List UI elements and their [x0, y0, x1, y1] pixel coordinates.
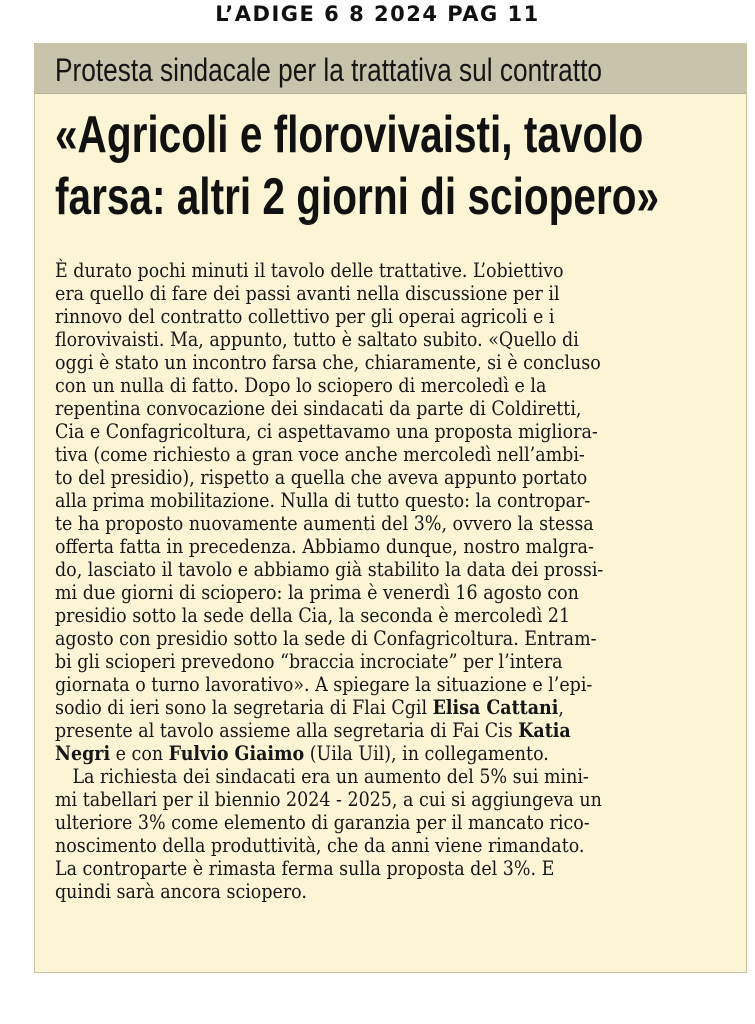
body-line: La controparte è rimasta ferma sulla proposta del 3%. E: [55, 856, 555, 880]
article-body: [55, 259, 727, 903]
body-line: agosto con presidio sotto la sede di Confagricoltura. Entram-: [55, 626, 597, 650]
body-line: tiva (come richiesto a gran voce anche mercoledì nell’ambi-: [55, 442, 585, 466]
article-clipping: [34, 43, 747, 973]
headline: [55, 104, 735, 228]
body-line: te ha proposto nuovamente aumenti del 3%, ovvero la stessa: [55, 511, 594, 535]
body-line: offerta fatta in precedenza. Abbiamo dunque, nostro malgra-: [55, 534, 594, 558]
headline-line: farsa: altri 2 giorni di sciopero»: [55, 168, 660, 226]
body-line: do, lasciato il tavolo e abbiamo già stabilito la data dei prossi-: [55, 557, 604, 581]
body-line: alla prima mobilitazione. Nulla di tutto questo: la contropar-: [55, 488, 591, 512]
body-text: (Uila Uil), in collegamento.: [304, 741, 549, 765]
body-line: [55, 719, 642, 742]
body-text: sodio di ieri sono la segretaria di Flai Cgil: [55, 695, 433, 719]
body-line: bi gli scioperi prevedono “braccia incrociate” per l’intera: [55, 649, 563, 673]
body-line: È durato pochi minuti il tavolo delle trattative. L’obiettivo: [55, 258, 564, 282]
kicker-text: Protesta sindacale per la trattativa sul contratto: [55, 52, 602, 88]
body-line: Cia e Confagricoltura, ci aspettavamo una proposta migliora-: [55, 419, 598, 443]
person-name-fulvio-giaimo: Fulvio Giaimo: [168, 741, 305, 765]
source-line: L’ADIGE 6 8 2024 PAG 11: [215, 2, 540, 26]
body-line: oggi è stato un incontro farsa che, chiaramente, si è concluso: [55, 350, 601, 374]
body-line: mi tabellari per il biennio 2024 - 2025, a cui si aggiungeva un: [55, 787, 602, 811]
body-line: giornata o turno lavorativo». A spiegare la situazione e l’epi-: [55, 672, 593, 696]
body-line: ulteriore 3% come elemento di garanzia per il mancato rico-: [55, 810, 590, 834]
body-line: [55, 696, 642, 719]
body-line: presidio sotto la sede della Cia, la seconda è mercoledì 21: [55, 603, 571, 627]
person-name-katia-negri-first: Katia: [518, 718, 571, 742]
body-line: era quello di fare dei passi avanti nella discussione per il: [55, 281, 560, 305]
body-line: rinnovo del contratto collettivo per gli operai agricoli e i: [55, 304, 555, 328]
body-line: florovivaisti. Ma, appunto, tutto è saltato subito. «Quello di: [55, 327, 579, 351]
body-text: ,: [558, 695, 564, 719]
body-text: presente al tavolo assieme alla segretaria di Fai Cis: [55, 718, 519, 742]
body-line: con un nulla di fatto. Dopo lo sciopero di mercoledì e la: [55, 373, 547, 397]
body-line: repentina convocazione dei sindacati da parte di Coldiretti,: [55, 396, 582, 420]
body-line: noscimento della produttività, che da anni viene rimandato.: [55, 833, 585, 857]
person-name-elisa-cattani: Elisa Cattani: [432, 695, 559, 719]
body-line: mi due giorni di sciopero: la prima è venerdì 16 agosto con: [55, 580, 579, 604]
headline-line: «Agricoli e florovivaisti, tavolo: [55, 106, 644, 164]
body-line: La richiesta dei sindacati era un aumento del 5% sui mini-: [72, 764, 589, 788]
body-line: quindi sarà ancora sciopero.: [55, 879, 307, 903]
kicker-bar: [35, 44, 746, 94]
body-line: to del presidio), rispetto a quella che aveva appunto portato: [55, 465, 588, 489]
body-line: [55, 742, 642, 765]
body-text: e con: [110, 741, 169, 765]
person-name-katia-negri-last: Negri: [55, 741, 111, 765]
